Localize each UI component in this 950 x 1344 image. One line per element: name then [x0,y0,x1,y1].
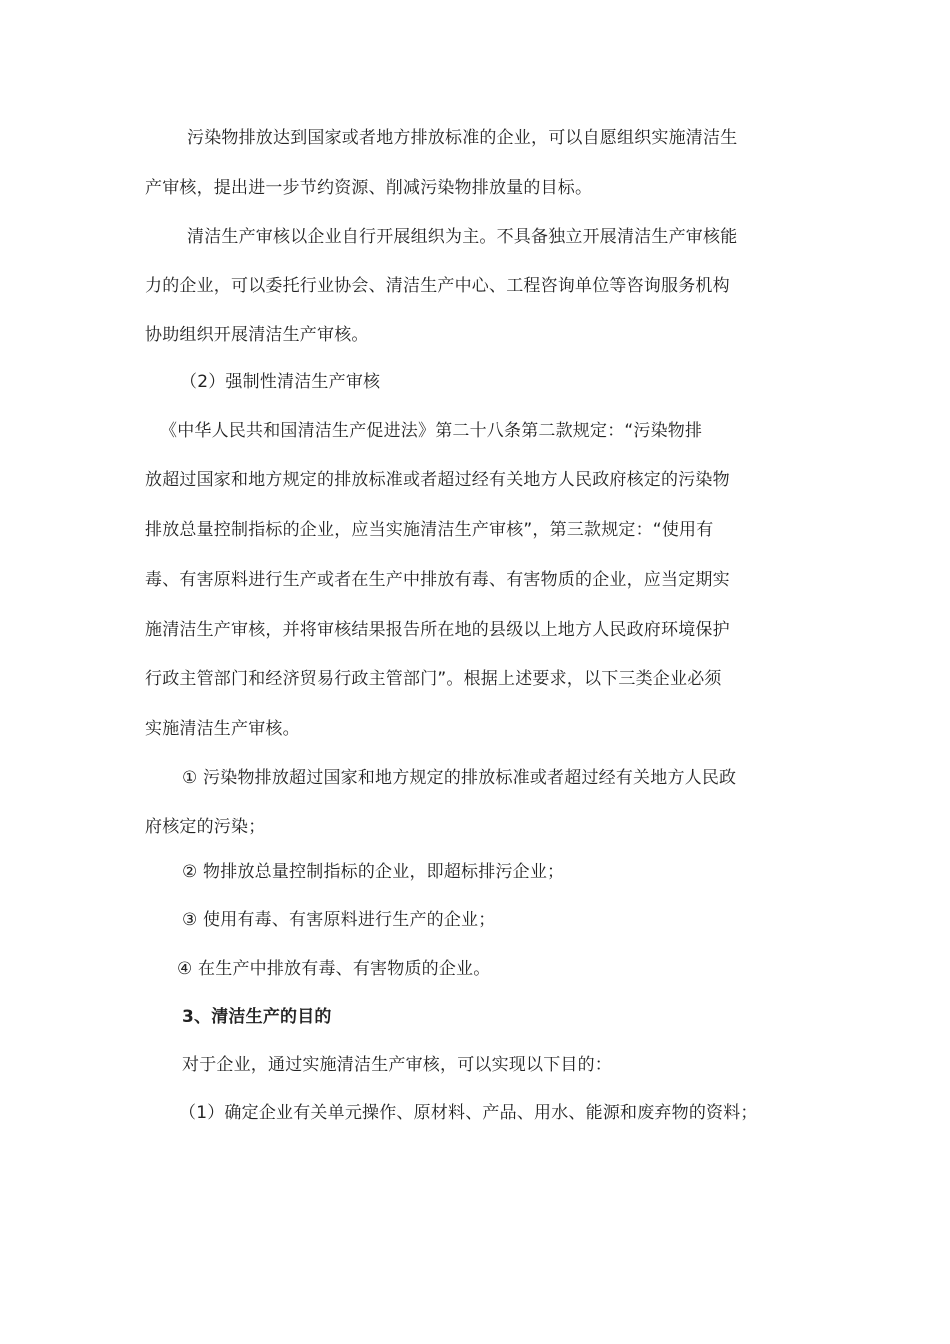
list-item: 府核定的污染； [145,817,266,837]
list-item: （1）确定企业有关单元操作、原材料、产品、用水、能源和废弃物的资料； [179,1103,758,1123]
paragraph-line: 毒、有害原料进行生产或者在生产中排放有毒、有害物质的企业，应当定期实 [145,570,730,590]
paragraph-line: 力的企业，可以委托行业协会、清洁生产中心、工程咨询单位等咨询服务机构 [145,276,730,296]
paragraph-line: 产审核，提出进一步节约资源、削减污染物排放量的目标。 [145,178,593,198]
section-heading: 3、清洁生产的目的 [182,1007,332,1027]
paragraph-line: 施清洁生产审核，并将审核结果报告所在地的县级以上地方人民政府环境保护 [145,620,730,640]
list-item: ① 污染物排放超过国家和地方规定的排放标准或者超过经有关地方人民政 [182,768,737,788]
paragraph-line: 行政主管部门和经济贸易行政主管部门”。根据上述要求，以下三类企业必须 [145,669,722,689]
paragraph-line: 《中华人民共和国清洁生产促进法》第二十八条第二款规定：“污染物排 [160,421,703,441]
paragraph-line: 放超过国家和地方规定的排放标准或者超过经有关地方人民政府核定的污染物 [145,470,730,490]
paragraph-line: 对于企业，通过实施清洁生产审核，可以实现以下目的： [182,1055,612,1075]
section-subheading: （2）强制性清洁生产审核 [180,372,381,392]
list-item: ③ 使用有毒、有害原料进行生产的企业； [182,910,496,930]
paragraph-line: 污染物排放达到国家或者地方排放标准的企业，可以自愿组织实施清洁生 [187,128,738,148]
paragraph-line: 排放总量控制指标的企业，应当实施清洁生产审核”，第三款规定：“使用有 [145,520,714,540]
paragraph-line: 清洁生产审核以企业自行开展组织为主。不具备独立开展清洁生产审核能 [187,227,738,247]
list-item: ④ 在生产中排放有毒、有害物质的企业。 [177,959,491,979]
paragraph-line: 实施清洁生产审核。 [145,719,300,739]
list-item: ② 物排放总量控制指标的企业，即超标排污企业； [182,862,565,882]
paragraph-line: 协助组织开展清洁生产审核。 [145,325,369,345]
